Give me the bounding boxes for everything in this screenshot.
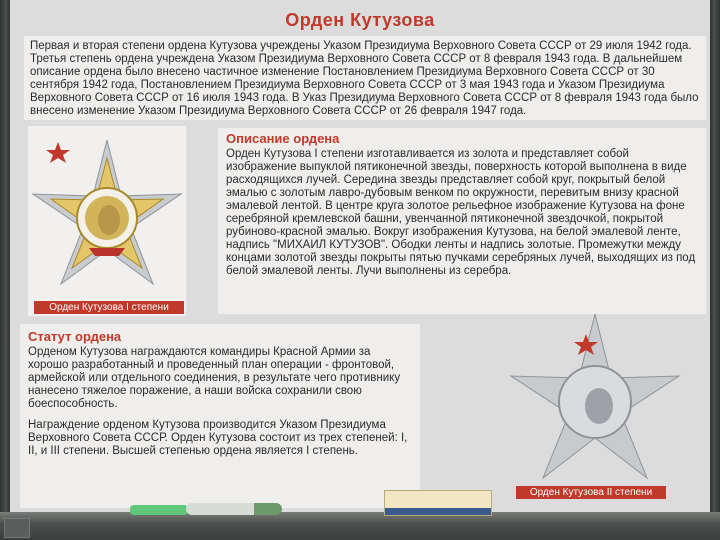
statute-paragraph-2: Награждение орденом Кутузова производится Указом Президиума Верховного Совета СССР. Орден Кутузова состоит из трех степеней: I, II, и III степени. Высшей степенью ордена является I степень.: [28, 419, 408, 457]
order-star-silver-icon: [500, 308, 690, 500]
medal1-caption: Орден Кутузова I степени: [34, 301, 184, 314]
order-star-icon: [28, 126, 186, 316]
statute-heading: Статут ордена: [28, 329, 122, 344]
corner-button[interactable]: [4, 518, 30, 538]
medal-image-first-degree: [28, 126, 186, 316]
board: [10, 0, 710, 512]
medal-image-second-degree: [500, 308, 690, 500]
statute-paragraph-1: Орденом Кутузова награждаются командиры Красной Армии за хорошо разработанный и проведенный план операции - фронтовой, армейской или отдельного соединения, в результате чего противнику нанесено тяжелое поражение, а наши войска сохранили свою боеспособность.: [28, 346, 401, 410]
chalk-tray: [0, 512, 720, 540]
marker-cap-icon: [254, 503, 282, 515]
page-title: Орден Кутузова: [285, 10, 435, 30]
description-heading: Описание ордена: [226, 131, 340, 146]
green-chalk-icon: [130, 505, 188, 515]
medal2-caption: Орден Кутузова II степени: [516, 486, 666, 499]
intro-panel: [24, 36, 706, 120]
description-text: Орден Кутузова I степени изготавливается из золота и представляет собой изображение выпуклой пятиконечной звезды, поверхность которой выполнена в виде расходящихся лучей. Середина звезды представляет собой круг, покрытый белой эмалью с золотым лавро-дубовым венком по окружности, перевитым внизу красной эмалевой лентой. В центре круга золотое рельефное изображение Кутузова на фоне серебряной кремлевской башни, увенчанной пятиконечной звездочкой, покрытой рубиново-красной эмалью. Вокруг изображения Кутузова, на белой эмалевой ленте, надпись "МИХАИЛ КУТУЗОВ". Ободки ленты и надпись золотые. Промежутки между концами золотой звезды покрыты пятью пучками серебряных лучей, выходящих из под белой эмалевой ленты. Лучи выполнены из серебра.: [226, 148, 696, 277]
description-panel: [218, 128, 706, 314]
intro-text: Первая и вторая степени ордена Кутузова учреждены Указом Президиума Верховного Совета СССР от 29 июля 1942 года. Третья степень ордена учреждена Указом Президиума Верховного Совета СССР от 8 февраля 1943 года. В дальнейшем описание ордена было внесено частичное изменение Постановлением Президиума Верховного Совета СССР от 30 сентября 1942 года, Постановлением Президиума Верховного Совета СССР от 3 мая 1943 года и Указом Президиума Верховного Совета СССР от 16 июля 1943 года. В Указ Президиума Верховного Совета СССР от 8 февраля 1943 года было внесено изменение Указом Президиума Верховного Совета СССР от 26 февраля 1947 года.: [30, 40, 699, 117]
eraser-icon: [384, 490, 492, 516]
statute-panel: [20, 324, 420, 508]
